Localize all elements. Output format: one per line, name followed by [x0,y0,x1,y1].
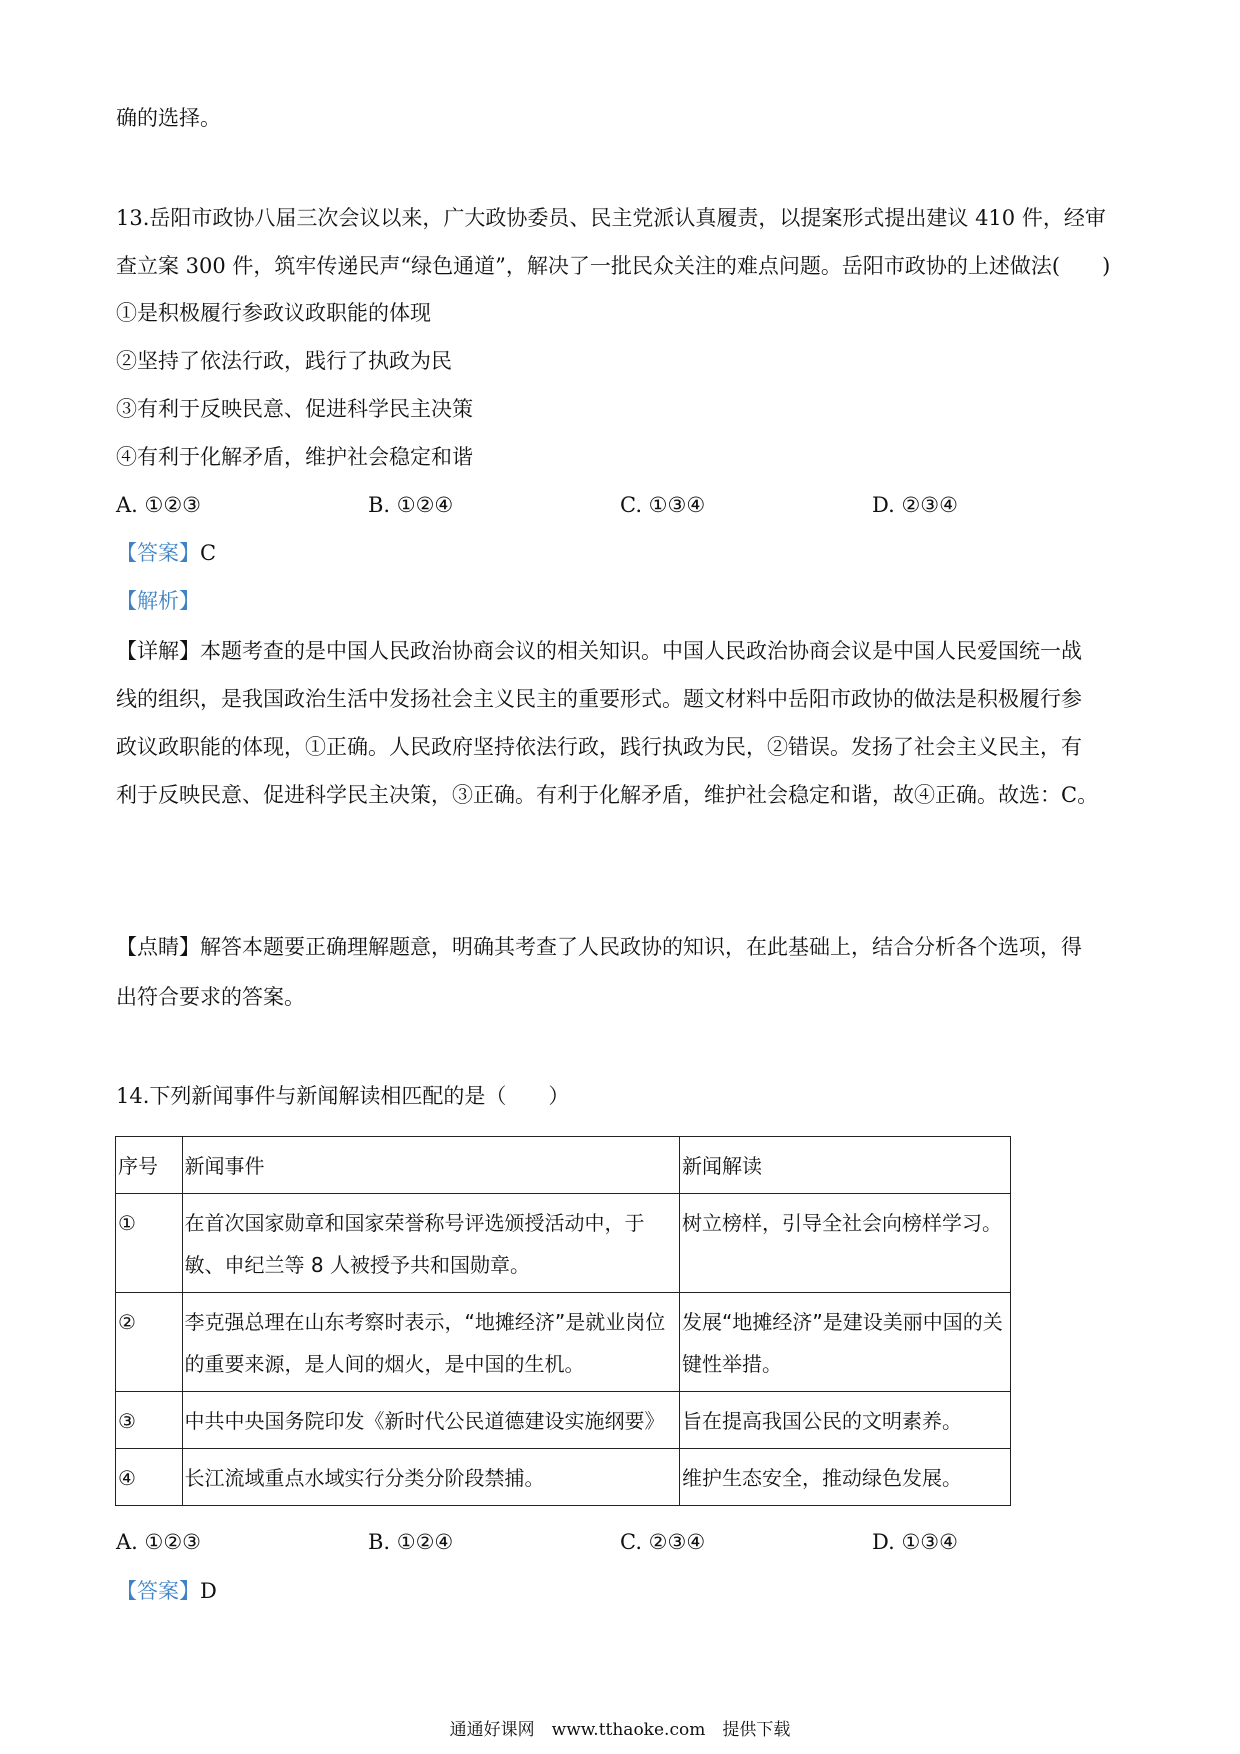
q14-answer [116,1576,217,1606]
q13-stem-line2: 查立案 300 件，筑牢传递民声“绿色通道”，解决了一批民众关注的难点问题。岳阳市政协的上述做法( ) [116,254,1111,278]
q14-option-d: D. ①③④ [872,1530,958,1554]
q13-detail-line4: 利于反映民意、促进科学民主决策，③正确。有利于化解矛盾，维护社会稳定和谐，故④正确。故选：C。 [116,783,1099,807]
analysis-tag: 【解析】 [116,589,200,613]
detail-tag: 【详解】 [116,639,200,663]
table-row [116,1194,1011,1293]
q14-option-c: C. ②③④ [620,1530,706,1554]
header-cell-index: 序号 [116,1137,183,1194]
q13-tip-line2: 出符合要求的答案。 [116,985,305,1009]
row-index: ④ [116,1449,183,1506]
row-event: 长江流域重点水域实行分类分阶段禁捕。 [182,1449,679,1506]
table-row [116,1392,1011,1449]
page-footer: 通通好课网 www.tthaoke.com 提供下载 [449,1720,791,1740]
q13-item-1: ①是积极履行参政议政职能的体现 [116,301,431,325]
q13-stem-line1: 13.岳阳市政协八届三次会议以来，广大政协委员、民主党派认真履责，以提案形式提出建议 410 件，经审 [116,206,1106,230]
q13-tip-line1 [116,932,1082,962]
row-index: ② [116,1293,183,1392]
row-reading: 维护生态安全，推动绿色发展。 [679,1449,1010,1506]
answer-tag: 【答案】 [116,541,200,565]
q13-item-3: ③有利于反映民意、促进科学民主决策 [116,397,473,421]
q13-option-d: D. ②③④ [872,493,958,517]
row-reading: 发展“地摊经济”是建设美丽中国的关键性举措。 [679,1293,1010,1392]
news-table [115,1136,1011,1506]
row-event: 李克强总理在山东考察时表示，“地摊经济”是就业岗位的重要来源，是人间的烟火，是中国的生机。 [182,1293,679,1392]
tip-tag: 【点睛】 [116,935,200,959]
table-row [116,1293,1011,1392]
q14-option-a: A. ①②③ [116,1530,201,1554]
q13-option-c: C. ①③④ [620,493,706,517]
q13-option-b: B. ①②④ [368,493,454,517]
row-index: ③ [116,1392,183,1449]
table-header-row [116,1137,1011,1194]
tip-text: 解答本题要正确理解题意，明确其考查了人民政协的知识，在此基础上，结合分析各个选项，得 [200,935,1082,959]
answer-value: C [200,541,217,565]
answer-tag: 【答案】 [116,1579,200,1603]
detail-text: 本题考查的是中国人民政治协商会议的相关知识。中国人民政治协商会议是中国人民爱国统一战 [200,639,1082,663]
row-event: 中共中央国务院印发《新时代公民道德建设实施纲要》 [182,1392,679,1449]
row-reading: 树立榜样，引导全社会向榜样学习。 [679,1194,1010,1293]
q13-option-a: A. ①②③ [116,493,201,517]
row-reading: 旨在提高我国公民的文明素养。 [679,1392,1010,1449]
q13-item-4: ④有利于化解矛盾，维护社会稳定和谐 [116,445,473,469]
q13-item-2: ②坚持了依法行政，践行了执政为民 [116,349,452,373]
q14-stem: 14.下列新闻事件与新闻解读相匹配的是（ ） [116,1084,570,1108]
q13-detail-line1 [116,636,1082,666]
answer-value: D [200,1579,217,1603]
intro-tail: 确的选择。 [116,106,221,130]
table-row [116,1449,1011,1506]
q13-detail-line2: 线的组织，是我国政治生活中发扬社会主义民主的重要形式。题文材料中岳阳市政协的做法是积极履行参 [116,687,1082,711]
row-event: 在首次国家勋章和国家荣誉称号评选颁授活动中，于敏、申纪兰等 8 人被授予共和国勋章。 [182,1194,679,1293]
q13-answer [116,538,216,568]
header-cell-event: 新闻事件 [182,1137,679,1194]
q14-option-b: B. ①②④ [368,1530,454,1554]
q13-detail-line3: 政议政职能的体现，①正确。人民政府坚持依法行政，践行执政为民，②错误。发扬了社会主义民主，有 [116,735,1082,759]
row-index: ① [116,1194,183,1293]
q13-analysis-tag [116,586,200,616]
header-cell-reading: 新闻解读 [679,1137,1010,1194]
